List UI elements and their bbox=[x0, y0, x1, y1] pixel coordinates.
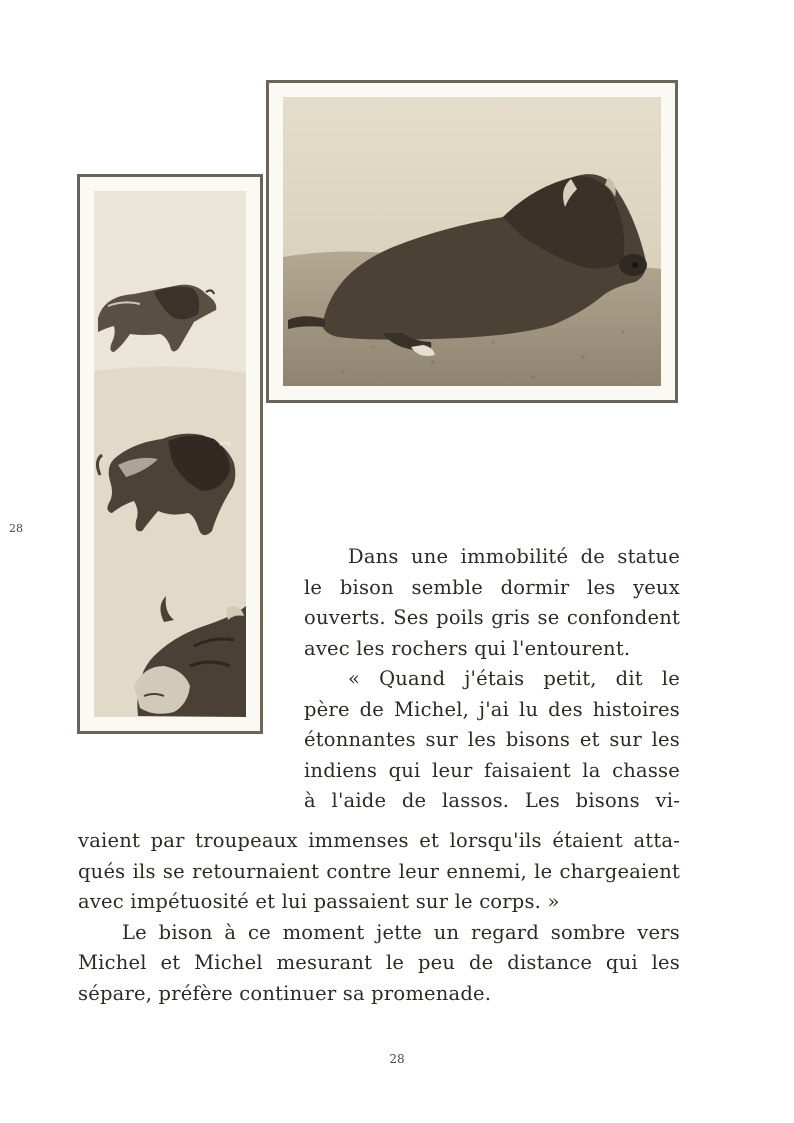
full-width-text bbox=[78, 826, 680, 1009]
bison-photo-frame bbox=[266, 80, 678, 403]
right-column-text bbox=[304, 542, 680, 817]
text-line: Michel et Michel mesurant le peu de distance qui les bbox=[78, 951, 680, 974]
text-line: qués ils se retournaient contre leur ennemi, le chargeaient bbox=[78, 859, 680, 883]
text-line: à l'aide de lassos. Les bisons vi- bbox=[304, 789, 680, 812]
bison-photo-illustration bbox=[283, 97, 661, 386]
bison-drawings-illustration bbox=[94, 191, 246, 717]
text-line: sépare, préfère continuer sa promenade. bbox=[78, 981, 492, 1005]
bison-drawings bbox=[94, 191, 246, 717]
text-line: Dans une immobilité de statue bbox=[348, 545, 680, 568]
bison-photo bbox=[283, 97, 661, 386]
text-line: avec les rochers qui l'entourent. bbox=[304, 636, 631, 660]
footer-page-number: 28 bbox=[389, 1052, 405, 1066]
text-line: père de Michel, j'ai lu des histoires bbox=[304, 697, 680, 721]
text-line: le bison semble dormir les yeux bbox=[304, 575, 680, 599]
bison-drawing-frame bbox=[77, 174, 263, 734]
text-line: étonnantes sur les bisons et sur les bbox=[304, 728, 680, 751]
text-line: ouverts. Ses poils gris se confondent bbox=[304, 606, 680, 629]
text-line: vaient par troupeaux immenses et lorsqu'ils étaient atta- bbox=[78, 829, 680, 852]
text-line: indiens qui leur faisaient la chasse bbox=[304, 758, 680, 782]
text-line: Le bison à ce moment jette un regard sombre vers bbox=[122, 920, 680, 944]
margin-page-number: 28 bbox=[9, 522, 23, 535]
text-line: « Quand j'étais petit, dit le bbox=[348, 667, 680, 690]
text-line: avec impétuosité et lui passaient sur le corps. » bbox=[78, 890, 560, 913]
